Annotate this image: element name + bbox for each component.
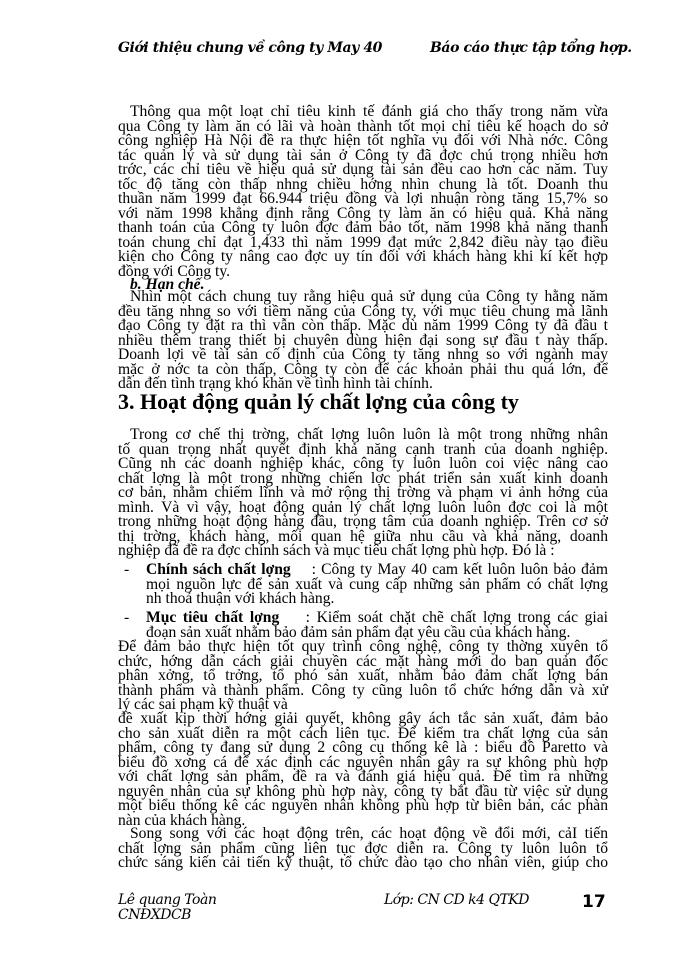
bullet-term: Mục tiêu chất lợng [146,609,280,626]
text-line: nghiệp đã đề ra đợc chính sách và mục tiêu chất lợng phù hợp. Đó là : [118,542,555,559]
text-line: tố quan trọng nhất quyết định khả năng cạnh tranh của doanh nghiệp. [118,440,608,458]
text-line: kiện cho Công ty nâng cao đợc uy tín đối với khách hàng khi kí kết hợp [118,248,608,265]
bullet-text: nh thoả thuận với khách hàng. [146,590,335,607]
bullet-quality-objective [118,611,608,640]
text-line: thành phẩm và thành phẩm. Công ty cũng luôn tổ chức hớng dẫn và xử [118,681,608,699]
paragraph-4b [118,712,608,828]
text-line: trong những hoạt động hàng đầu, trọng tâm của doanh nghiệp. Trên cơ sở [118,513,608,530]
text-line: đều tăng nhng so với tiềm năng của Công ty, với mục tiêu chung mà lãnh [118,302,608,320]
footer-author-line2: CNĐXDCB [118,907,191,923]
text-line: phẩm, công ty đang sử dụng 2 công cụ thống kê là : biểu đồ Paretto và [118,739,608,756]
text-line: thuần năm 1999 đạt 66.944 triệu đồng và lợi nhuận ròng tăng 15,7% so [118,190,608,207]
paragraph-2 [118,290,608,392]
paragraph-5 [118,827,608,871]
text-line: nguyên nhân của sự không phù hợp này, công ty bắt đầu từ việc sử dụng [118,782,608,800]
paragraph-4a [118,640,608,713]
text-line: toán chung chỉ đạt 1,433 thì năm 1999 đạt mức 2,842 điều này tạo điều [118,233,608,251]
text-line: Doanh lợi về tài sản cố định của Công ty tăng nhng so với ngành may [118,346,608,363]
text-line: nhiều thêm trang thiết bị chuyên dùng hiện đại song sự đầu t này thấp. [118,331,608,349]
text-line: biểu đồ xơng cá để xác định các nguyên nhân gây ra sự không phù hợp [118,753,608,771]
text-line: qua Công ty làm ăn có lãi và hoàn thành tốt mọi chỉ tiêu kế hoạch do sở [118,117,608,135]
footer-author: Lê quang Toàn [118,892,217,908]
bullet-dash: - [124,561,130,578]
bullet-quality-policy [118,563,608,607]
text-line: Cũng nh các doanh nghiệp khác, công ty luôn luôn coi việc nâng cao [118,455,608,472]
text-line: đề xuất kịp thời hớng giải quyết, không gây ách tắc sản xuất, đảm bảo [118,710,608,727]
text-line: phân xởng, tổ trởng, tổ phó sản xuất, nhằm bảo đảm chất lợng bán [118,667,608,684]
text-line: thị trờng, khách hàng, mối quan hệ giữa nhu cầu và khả năng, doanh [118,527,608,545]
text-line: một biểu thống kê các nguyên nhân không phù hợp từ biên bản, các phàn [118,797,608,814]
text-line: đồng với Công ty. [118,262,231,280]
text-line: Nhìn một cách chung tuy rằng hiệu quả sử dụng của Công ty hằng năm [130,288,608,305]
bullet-text: mọi nguồn lực để sản xuất và cung cấp những sản phẩm có chất lợng [146,575,608,593]
text-line: cơ bản, nhằm chiếm lĩnh và mở rộng thị trờng và phạm vi ảnh hởng của [118,484,608,501]
text-line: Song song với các hoạt động trên, các hoạt động về đổi mới, cảI tiến [130,825,608,842]
text-line: chất lợng sản phẩm cũng liên tục đợc diễn ra. Công ty luôn luôn tổ [118,839,608,857]
text-line: mặc ở nớc ta còn thấp, Công ty còn để các khoản phải thu quá lớn, để [118,360,608,378]
text-line: tác quản lý và sử dụng tài sản ở Công ty đã đợc chú trọng nhiều hơn [118,146,608,164]
text-line: tốc độ tăng còn thấp nhng chiều hớng nhìn chung là tốt. Doanh thu [118,175,608,193]
text-line: với năm 1998 khẳng định rằng Công ty làm ăn có hiệu quả. Khả năng [118,204,608,222]
text-line: cho sản xuất diễn ra một cách liên tục. Để kiểm tra chất lợng của sản [118,724,608,742]
header-right-title: Báo cáo thực tập tổng hợp. [430,40,632,56]
header-left-title: Giới thiệu chung về công ty May 40 [118,40,383,56]
text-line: lý các sai phạm kỹ thuật và [118,696,288,713]
subheading-limitations: b. Hạn chế. [130,276,205,293]
paragraph-1 [118,105,608,279]
bullet-term: Chính sách chất lợng [146,561,291,578]
text-line: Thông qua một loạt chỉ tiêu kinh tế đánh giá cho thấy trong năm vừa [130,103,608,120]
text-line: công nghiệp Hà Nội đề ra thực hiện tốt nghĩa vụ đối với Nhà nớc. Công [118,132,608,149]
bullet-text: : Kiểm soát chặt chẽ chất lợng trong các giai [305,609,608,626]
bullet-text: đoạn sản xuất nhằm bảo đảm sản phẩm đạt yêu cầu của khách hàng. [146,623,571,641]
section-heading: 3. Hoạt động quản lý chất lợng của công ty [118,389,519,414]
bullet-text: : Công ty May 40 cam kết luôn luôn bảo đảm [311,561,608,578]
page-number: 17 [582,892,606,912]
text-line: chất lợng là một trong những chiến lợc phát triển sản xuất kinh doanh [118,469,608,487]
text-line: Để đảm bảo thực hiện tốt quy trình công nghệ, công ty thờng xuyên tổ [118,638,608,655]
text-line: trớc, các chỉ tiêu về hiệu quả sử dụng tài sản đều cao hơn các năm. Tuy [118,161,608,178]
text-line: dẫn đến tình trạng khó khăn về tình hình tài chính. [118,375,433,392]
text-line: đạo Công ty đặt ra thì vẫn còn thấp. Mặc dù năm 1999 Công ty đã đầu t [118,317,608,334]
text-line: chức sáng kiến cải tiến kỹ thuật, tổ chức đào tạo cho nhân viên, giúp cho [118,854,608,871]
paragraph-3 [118,428,608,559]
footer-class: Lớp: CN CD k4 QTKD [384,892,529,908]
text-line: nàn của khách hàng. [118,811,246,829]
text-line: với chất lợng sản phẩm, đề ra và đánh giá hiệu quả. Để tìm ra những [118,768,608,785]
text-line: thanh toán của Công ty luôn đợc đảm bảo tốt, năm 1998 khả năng thanh [118,219,608,236]
bullet-dash: - [124,609,130,626]
text-line: chức, hớng dẫn cách giải chuyền các mặt hàng mới do ban quản đốc [118,652,608,670]
text-line: Trong cơ chế thị trờng, chất lợng luôn luôn là một trong những nhân [130,426,608,443]
text-line: mình. Và vì vậy, hoạt động quản lý chất lợng luôn luôn đợc coi là một [118,498,608,516]
